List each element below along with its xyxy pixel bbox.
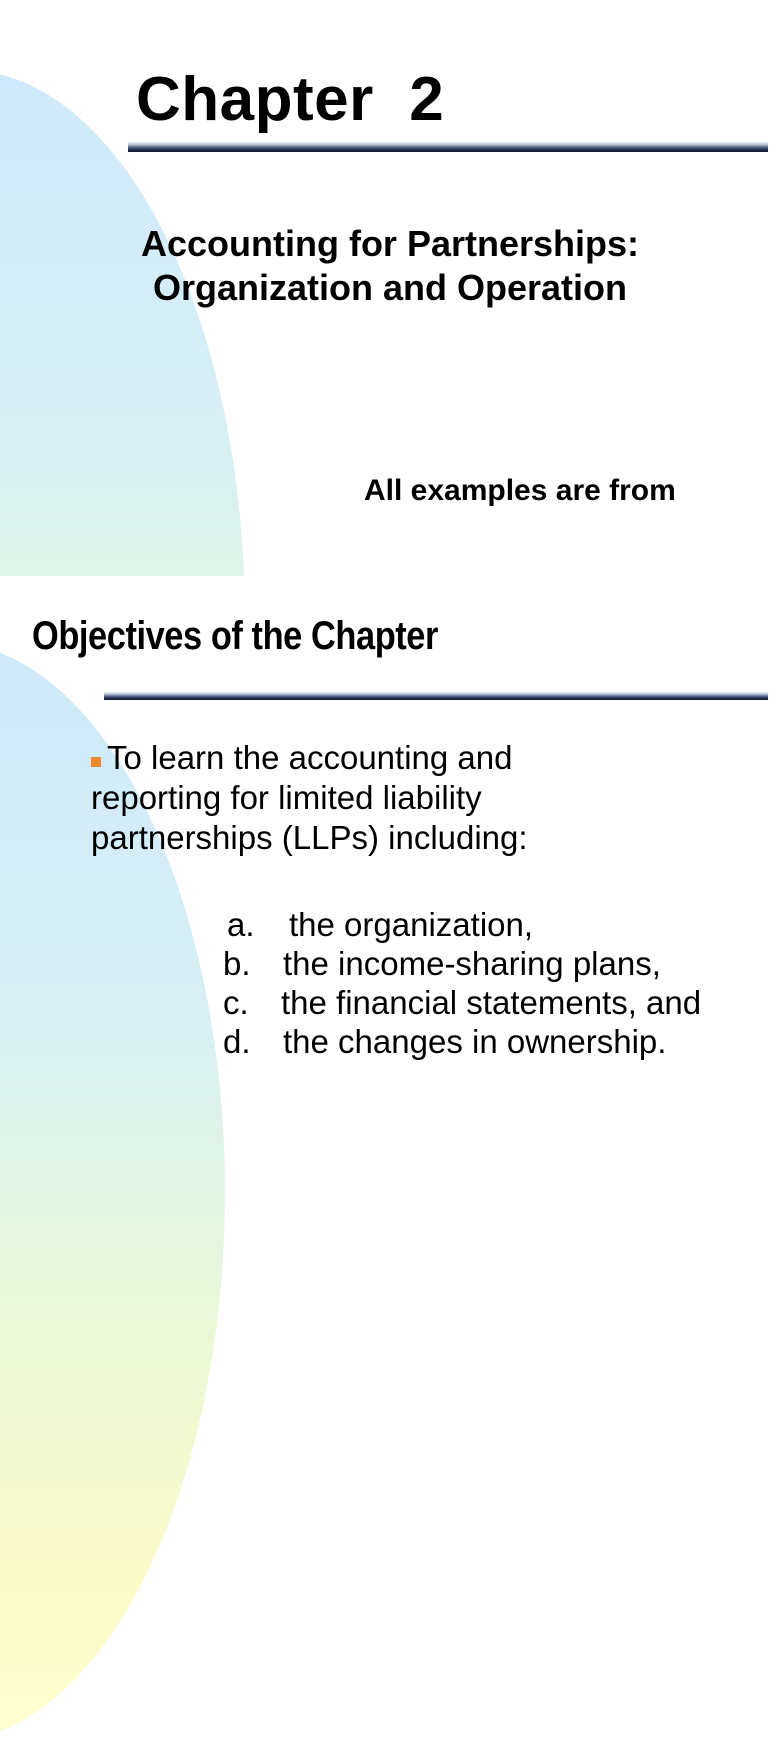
subtitle-line: Organization and Operation bbox=[152, 267, 628, 308]
bullet-line: reporting for limited liability bbox=[91, 779, 482, 816]
title-divider-rule bbox=[128, 142, 768, 152]
subtitle-line: Accounting for Partnerships: bbox=[140, 223, 640, 264]
source-note-line: All examples are from bbox=[364, 474, 676, 507]
sub-item-letter: b. bbox=[223, 945, 251, 982]
slide-objectives bbox=[0, 576, 768, 1060]
sub-item-text: the changes in ownership. bbox=[283, 1023, 667, 1060]
title-divider-rule bbox=[104, 692, 768, 700]
slide-title bbox=[0, 0, 768, 576]
sub-item-text: the income-sharing plans, bbox=[283, 945, 661, 982]
sub-item-text: the organization, bbox=[289, 906, 534, 943]
sub-list-item bbox=[168, 983, 666, 1100]
chapter-subtitle bbox=[0, 222, 780, 310]
bullet-square-icon bbox=[91, 757, 101, 767]
objective-bullet bbox=[91, 738, 528, 858]
sub-item-letter: d. bbox=[223, 1023, 251, 1060]
objectives-title: Objectives of the Chapter bbox=[32, 614, 438, 658]
chapter-title: Chapter 2 bbox=[136, 65, 445, 134]
sub-item-text: the financial statements, and bbox=[281, 984, 702, 1021]
sub-item-letter: c. bbox=[223, 984, 249, 1021]
bullet-line: partnerships (LLPs) including: bbox=[91, 819, 528, 856]
sub-item-letter: a. bbox=[227, 906, 255, 943]
bullet-line: To learn the accounting and bbox=[107, 739, 513, 776]
